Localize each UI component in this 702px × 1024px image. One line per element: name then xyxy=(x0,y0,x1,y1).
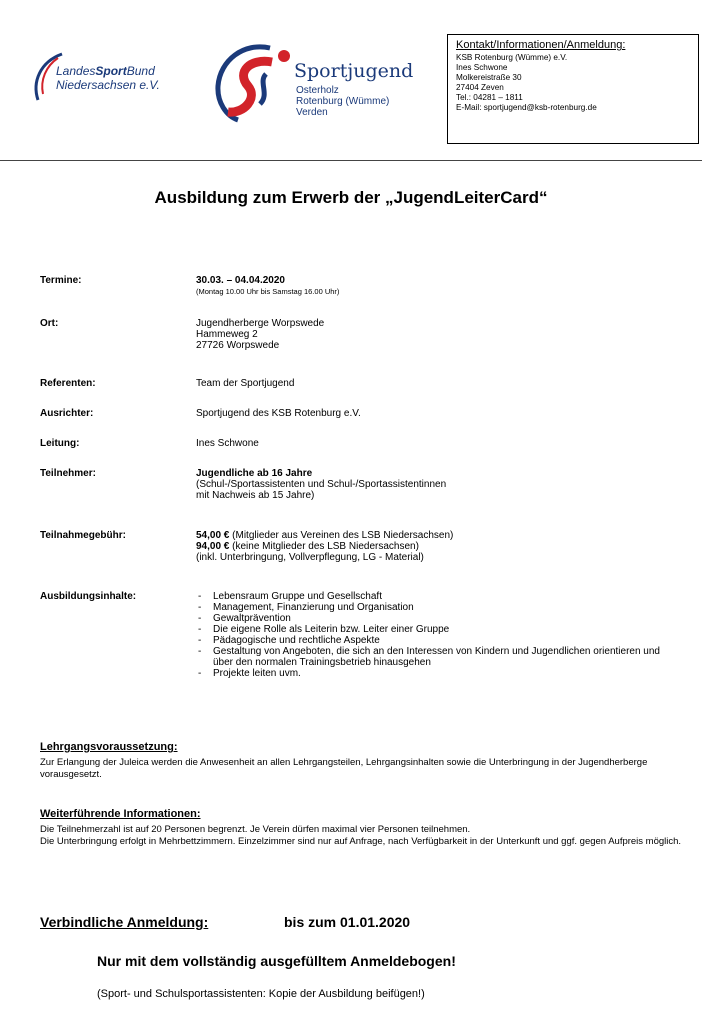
list-item: - Gewaltprävention xyxy=(196,613,676,624)
contact-email[interactable]: E-Mail: sportjugend@ksb-rotenburg.de xyxy=(456,103,597,112)
termine-value xyxy=(196,275,339,297)
lsb-logo-text: Landes xyxy=(56,64,96,78)
contact-box xyxy=(447,34,699,144)
list-item: - Gestaltung von Angeboten, die sich an den Interessen von Kindern und Jugendlichen orientieren und über den normalen Trainingsbetrieb hinausgehen xyxy=(196,646,676,668)
weitere-line1: Die Teilnehmerzahl ist auf 20 Personen begrenzt. Je Verein dürfen maximal vier Personen teilnehmen. xyxy=(40,824,471,835)
voraussetzung-heading: Lehrgangsvoraussetzung: xyxy=(40,741,178,753)
teilnehmer-line: mit Nachweis ab 15 Jahre) xyxy=(196,490,315,501)
fee-note: (inkl. Unterbringung, Vollverpflegung, LG - Material) xyxy=(196,552,424,563)
gebuehr-label: Teilnahmegebühr: xyxy=(40,530,126,541)
ausrichter-label: Ausrichter: xyxy=(40,408,94,419)
voraussetzung-text: Zur Erlangung der Juleica werden die Anwesenheit an allen Lehrgangsteilen, Lehrgangsinhalten sowie die Unterbringung in der Jugendherberge vorausgesetzt. xyxy=(40,757,648,780)
fee-members xyxy=(196,530,453,541)
list-item: - Management, Finanzierung und Organisation xyxy=(196,602,676,613)
fee-nonmembers-amount: 94,00 € xyxy=(196,541,230,552)
inhalte-label: Ausbildungsinhalte: xyxy=(40,591,137,602)
ort-line: Hammeweg 2 xyxy=(196,329,258,340)
fee-nonmembers-text: (keine Mitglieder des LSB Niedersachsen) xyxy=(229,541,419,552)
lsb-logo xyxy=(56,64,160,92)
contact-street: Molkereistraße 30 xyxy=(456,73,522,82)
ort-value xyxy=(196,318,324,351)
ort-line: 27726 Worpswede xyxy=(196,340,280,351)
leitung-label: Leitung: xyxy=(40,438,80,449)
region-verden: Verden xyxy=(296,107,328,118)
sportjugend-logo-title: Sportjugend xyxy=(294,60,414,82)
list-item: - Projekte leiten uvm. xyxy=(196,668,676,679)
lsb-logo-line2: Niedersachsen e.V. xyxy=(56,78,160,92)
inhalte-list xyxy=(196,591,676,679)
weitere-line2: Die Unterbringung erfolgt in Mehrbettzimmern. Einzelzimmer sind nur auf Anfrage, nach Verfügbarkeit in der Unterkunft und ggf. gegen Aufpreis möglich. xyxy=(40,836,682,847)
ausrichter-value: Sportjugend des KSB Rotenburg e.V. xyxy=(196,408,361,419)
header-divider xyxy=(0,160,702,161)
list-item: - Die eigene Rolle als Leiterin bzw. Leiter einer Gruppe xyxy=(196,624,676,635)
lsb-logo-text: Bund xyxy=(126,64,155,78)
anmeldung-label: Verbindliche Anmeldung: xyxy=(40,914,209,930)
fee-members-text: (Mitglieder aus Vereinen des LSB Niedersachsen) xyxy=(229,530,454,541)
fee-nonmembers xyxy=(196,541,453,552)
gebuehr-value xyxy=(196,530,453,563)
termine-note: (Montag 10.00 Uhr bis Samstag 16.00 Uhr) xyxy=(196,287,340,296)
teilnehmer-value xyxy=(196,468,446,501)
anmeldung-date: bis zum 01.01.2020 xyxy=(284,914,411,930)
leitung-value: Ines Schwone xyxy=(196,438,259,449)
contact-person: Ines Schwone xyxy=(456,63,508,72)
weitere-heading: Weiterführende Informationen: xyxy=(40,808,201,820)
anmeldung-requirement: Nur mit dem vollständig ausgefülltem Anmeldebogen! xyxy=(97,953,456,969)
weitere-text xyxy=(40,824,690,848)
teilnehmer-line: (Schul-/Sportassistenten und Schul-/Sportassistentinnen xyxy=(196,479,447,490)
ort-label: Ort: xyxy=(40,318,59,329)
list-item: - Lebensraum Gruppe und Gesellschaft xyxy=(196,591,676,602)
teilnehmer-age: Jugendliche ab 16 Jahre xyxy=(196,468,313,479)
referenten-value: Team der Sportjugend xyxy=(196,378,295,389)
list-item: - Pädagogische und rechtliche Aspekte xyxy=(196,635,676,646)
contact-org: KSB Rotenburg (Wümme) e.V. xyxy=(456,53,568,62)
contact-phone: Tel.: 04281 – 1811 xyxy=(456,93,523,102)
contact-city: 27404 Zeven xyxy=(456,83,504,92)
region-osterholz: Osterholz xyxy=(296,85,339,96)
sportjugend-regions xyxy=(296,85,389,118)
termine-dates: 30.03. – 04.04.2020 xyxy=(196,275,285,286)
referenten-label: Referenten: xyxy=(40,378,96,389)
sportjugend-logo-icon xyxy=(214,42,296,124)
anmeldung-note: (Sport- und Schulsportassistenten: Kopie der Ausbildung beifügen!) xyxy=(97,988,425,1000)
page-title: Ausbildung zum Erwerb der „JugendLeiterCard“ xyxy=(154,188,548,207)
contact-title: Kontakt/Informationen/Anmeldung: xyxy=(456,39,626,51)
region-rotenburg: Rotenburg (Wümme) xyxy=(296,96,390,107)
ort-line: Jugendherberge Worpswede xyxy=(196,318,325,329)
lsb-logo-sport: Sport xyxy=(95,64,127,78)
termine-label: Termine: xyxy=(40,275,82,286)
teilnehmer-label: Teilnehmer: xyxy=(40,468,96,479)
fee-members-amount: 54,00 € xyxy=(196,530,230,541)
